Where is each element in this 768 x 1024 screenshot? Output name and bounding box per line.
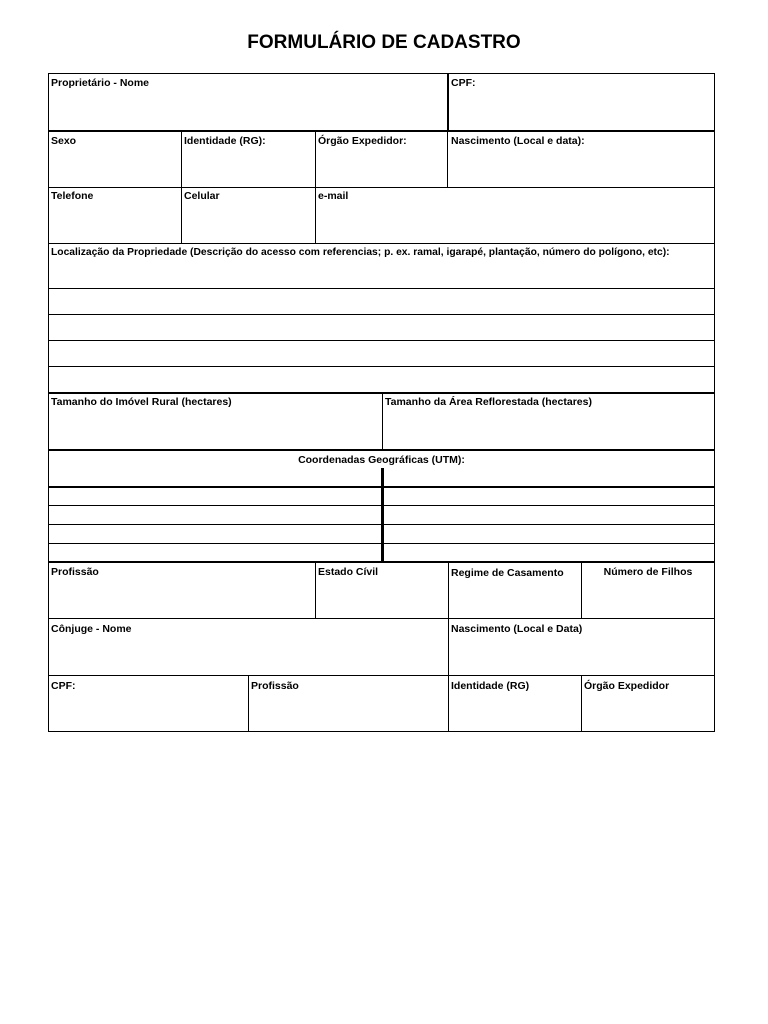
children-label: Número de Filhos — [603, 566, 693, 578]
spouse-rg-label: Identidade (RG) — [451, 680, 530, 692]
divider — [49, 314, 714, 315]
divider — [49, 243, 714, 244]
divider — [315, 562, 316, 619]
divider — [448, 562, 449, 732]
sex-label: Sexo — [51, 135, 77, 147]
divider — [381, 468, 384, 562]
mobile-label: Celular — [184, 190, 220, 202]
form-title: FORMULÁRIO DE CADASTRO — [247, 32, 521, 53]
divider — [49, 675, 714, 676]
divider — [49, 187, 714, 188]
divider — [49, 366, 714, 367]
divider — [248, 675, 249, 732]
divider — [447, 131, 448, 188]
spouse-issuer-label: Órgão Expedidor — [584, 680, 670, 692]
owner-cpf-label: CPF: — [451, 77, 476, 89]
rg-label: Identidade (RG): — [184, 135, 266, 147]
spouse-profession-label: Profissão — [251, 680, 299, 692]
registration-form — [48, 73, 715, 732]
birth-label: Nascimento (Local e data): — [451, 135, 585, 147]
marriage-regime-label: Regime de Casamento — [451, 567, 564, 579]
divider — [181, 131, 182, 244]
rural-size-label: Tamanho do Imóvel Rural (hectares) — [51, 396, 232, 408]
divider — [49, 618, 714, 619]
divider — [581, 675, 582, 732]
divider — [49, 130, 714, 132]
divider — [447, 74, 449, 131]
owner-name-label: Proprietário - Nome — [51, 77, 150, 89]
profession-label: Profissão — [51, 566, 99, 578]
coordinates-label: Coordenadas Geográficas (UTM): — [298, 454, 465, 466]
phone-label: Telefone — [51, 190, 94, 202]
marital-status-label: Estado Cívil — [318, 566, 379, 578]
spouse-cpf-label: CPF: — [51, 680, 76, 692]
spouse-birth-label: Nascimento (Local e Data) — [451, 623, 583, 635]
reforested-size-label: Tamanho da Área Reflorestada (hectares) — [385, 396, 592, 408]
issuer-label: Órgão Expedidor: — [318, 135, 407, 147]
divider — [382, 393, 383, 450]
spouse-name-label: Cônjuge - Nome — [51, 623, 132, 635]
email-label: e-mail — [318, 190, 349, 202]
location-label: Localização da Propriedade (Descrição do acesso com referencias; p. ex. ramal, igarapé, plantação, número do polígono, etc): — [51, 247, 670, 258]
divider — [315, 131, 316, 244]
divider — [49, 288, 714, 289]
divider — [49, 340, 714, 341]
